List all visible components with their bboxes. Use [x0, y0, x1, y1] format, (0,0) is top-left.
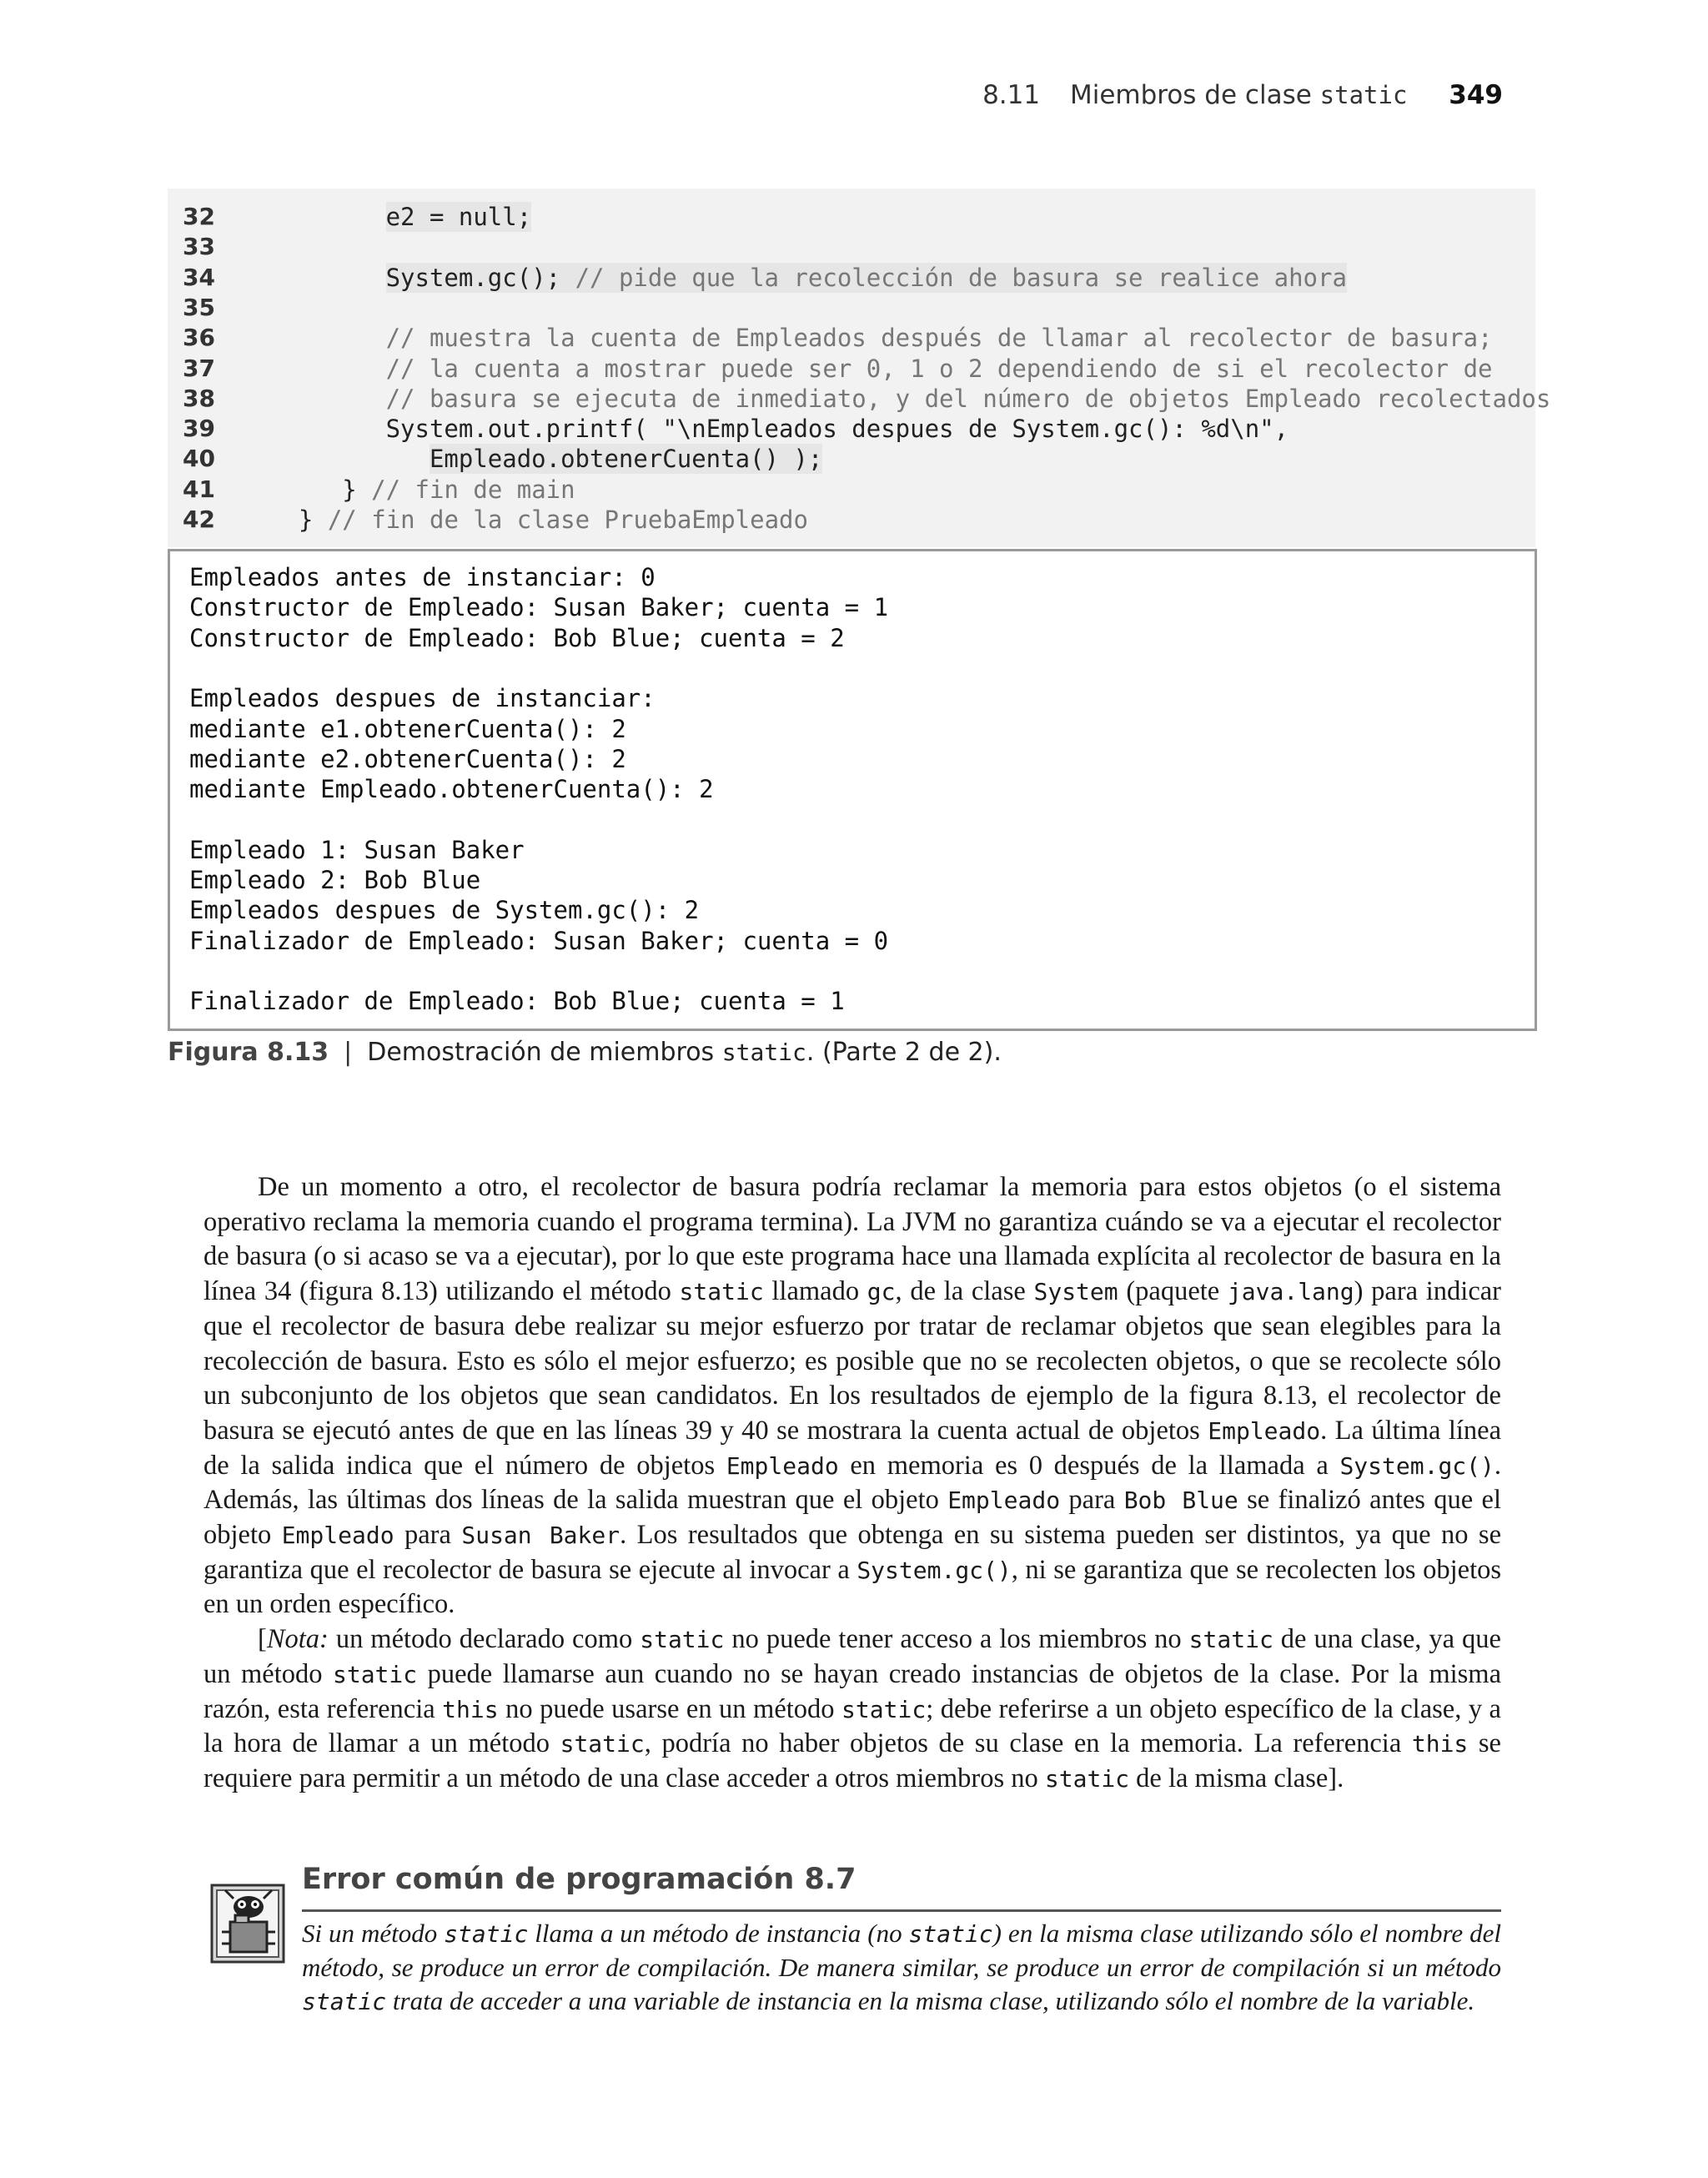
section-number: 8.11 — [982, 80, 1041, 110]
text-run: no puede usarse en un método — [498, 1693, 842, 1724]
inline-code: static — [1044, 1764, 1130, 1793]
tip-rule — [302, 1909, 1501, 1912]
line-number: 36 — [183, 324, 215, 352]
figure-label: Figura 8.13 — [168, 1038, 329, 1067]
inline-code: static — [302, 1988, 387, 2015]
inline-code: static — [841, 1695, 927, 1723]
output-line: Empleado 2: Bob Blue — [189, 866, 481, 894]
code-text — [386, 354, 1493, 384]
text-run: ; debe referirse a un objeto específico de la clase, y a la hora de llamar a un método — [203, 1693, 1501, 1759]
text-run: para — [1060, 1485, 1124, 1516]
line-number: 37 — [183, 354, 215, 382]
text-run: ) en la misma clase utilizando sólo el nombre del método, se produce un error de compilación. De manera similar, se produce un error de compilación si un método — [302, 1919, 1501, 1982]
code-comment: // la cuenta a mostrar puede ser 0, 1 o 2 dependiendo de si el recolector de — [385, 354, 1493, 383]
text-run: [ — [258, 1624, 267, 1655]
text-run: para — [394, 1520, 462, 1551]
paragraph — [203, 1622, 1501, 1797]
inline-code: static — [679, 1278, 764, 1306]
code-listing — [168, 189, 1551, 547]
text-run: , podría no haber objetos de su clase en la memoria. La referencia — [644, 1728, 1412, 1759]
code-text — [386, 384, 1551, 414]
code-text — [386, 202, 532, 232]
text-run: , de la clase — [895, 1276, 1034, 1307]
code-text — [386, 323, 1493, 353]
section-title: Miembros de clase — [1069, 80, 1312, 110]
text-run: Si un método — [302, 1919, 445, 1948]
inline-code: static — [444, 1920, 529, 1948]
code-statement: e2 = null; — [385, 203, 532, 231]
text-run: . La última línea de la salida indica que el número de objetos — [203, 1415, 1501, 1481]
code-line — [168, 444, 1535, 474]
inline-code: System — [1033, 1278, 1118, 1306]
caption-separator: | — [344, 1038, 353, 1067]
line-number: 33 — [183, 233, 215, 261]
code-line — [168, 505, 1535, 535]
output-line: Finalizador de Empleado: Susan Baker; cuenta = 0 — [189, 926, 889, 955]
text-run: de la misma clase]. — [1129, 1763, 1344, 1793]
code-statement: } — [298, 506, 328, 534]
inline-code: static — [332, 1660, 418, 1688]
text-run: un método declarado como — [328, 1624, 640, 1655]
inline-code: gc — [867, 1278, 896, 1306]
inline-code: System.gc() — [1339, 1451, 1494, 1480]
line-number: 40 — [183, 445, 215, 473]
output-line: mediante e1.obtenerCuenta(): 2 — [189, 714, 626, 743]
text-run: . Los resultados que obtenga en su sistema pueden ser distintos, ya que no se garantiza que el recolector de basura se ejecute al invocar a — [203, 1520, 1501, 1585]
text-run: trata de acceder a una variable de instancia en la misma clase, utilizando sólo el nombre de la variable. — [386, 1986, 1475, 2015]
text-run: . Además, las últimas dos líneas de la salida muestran que el objeto — [203, 1450, 1501, 1516]
tip-title: Error común de programación 8.7 — [302, 1863, 857, 1896]
section-title-code: static — [1319, 81, 1408, 109]
line-number: 39 — [183, 415, 215, 443]
italic-text: Nota: — [266, 1624, 329, 1655]
inline-code: static — [640, 1626, 725, 1654]
caption-text-end: . (Parte 2 de 2). — [806, 1038, 1002, 1067]
code-statement: } — [342, 475, 372, 504]
output-line: Empleado 1: Susan Baker — [189, 835, 525, 864]
code-comment: // fin de main — [371, 475, 575, 504]
line-number: 34 — [183, 263, 215, 291]
text-run: se requiere para permitir a un método de una clase acceder a otros miembros no — [203, 1728, 1501, 1793]
code-text — [299, 505, 808, 535]
output-line: Finalizador de Empleado: Bob Blue; cuenta = 1 — [189, 987, 845, 1016]
program-output — [168, 549, 1537, 1031]
text-run: no puede tener acceso a los miembros no — [724, 1624, 1189, 1655]
line-number: 35 — [183, 293, 215, 321]
code-line — [168, 475, 1535, 505]
code-line — [168, 414, 1535, 444]
output-line: mediante e2.obtenerCuenta(): 2 — [189, 744, 626, 773]
output-line: Empleados antes de instanciar: 0 — [189, 563, 656, 591]
inline-code: Empleado — [281, 1522, 394, 1550]
figure-caption — [168, 1038, 1002, 1067]
code-line — [168, 354, 1535, 384]
text-run: llamado — [763, 1276, 867, 1307]
code-statement: System.gc(); — [385, 263, 575, 292]
text-run: puede llamarse aun cuando no se hayan creado instancias de objetos de la clase. Por la misma razón, esta referencia — [203, 1658, 1502, 1724]
inline-code: java.lang — [1227, 1278, 1354, 1306]
text-run: se finalizó antes que el objeto — [203, 1485, 1501, 1551]
inline-code: static — [908, 1920, 993, 1948]
text-run: llama a un método de instancia (no — [528, 1919, 909, 1948]
code-text — [430, 444, 822, 474]
code-statement: System.out.printf( "\nEmpleados despues de System.gc(): %d\n", — [385, 415, 1289, 444]
page-number: 349 — [1449, 80, 1503, 110]
code-comment: // fin de la clase PruebaEmpleado — [327, 506, 808, 534]
paragraph — [203, 1170, 1501, 1622]
text-run: De un momento a otro, el recolector de basura podría reclamar la memoria para estos objetos (o el sistema operativo reclama la memoria cuando el programa termina). La JVM no garantiza cuándo se va a ejecutar el recolector de basura (o si acaso se va a ejecutar), por lo que este programa hace una llamada explícita al recolector de basura en la línea 34 (figura 8.13) utilizando el método — [203, 1172, 1501, 1307]
output-line: Empleados despues de instanciar: — [189, 684, 656, 713]
caption-text: Demostración de miembros — [367, 1038, 715, 1067]
inline-code: static — [560, 1730, 645, 1758]
running-header — [982, 80, 1503, 110]
body-text — [203, 1170, 1501, 1797]
tip-text — [302, 1917, 1501, 2019]
output-line: Empleados despues de System.gc(): 2 — [189, 896, 700, 925]
inline-code: Bob Blue — [1123, 1486, 1238, 1515]
text-run: de una clase, ya que un método — [203, 1624, 1501, 1689]
code-line — [168, 263, 1535, 293]
bug-error-icon — [210, 1882, 287, 1965]
inline-code: Empleado — [947, 1486, 1061, 1515]
code-line — [168, 232, 1535, 262]
text-run: (paquete — [1118, 1276, 1228, 1307]
text-run: , ni se garantiza que se recolecten los objetos en un orden específico. — [203, 1554, 1502, 1620]
output-line: Constructor de Empleado: Susan Baker; cuenta = 1 — [189, 593, 889, 622]
code-text — [386, 263, 1347, 293]
code-statement: Empleado.obtenerCuenta() ); — [429, 445, 823, 474]
code-line — [168, 323, 1535, 353]
caption-code: static — [721, 1039, 806, 1066]
code-text — [386, 414, 1289, 444]
inline-code: System.gc() — [857, 1556, 1012, 1584]
output-line: Constructor de Empleado: Bob Blue; cuenta = 2 — [189, 623, 845, 652]
line-number: 38 — [183, 384, 215, 412]
code-comment: // basura se ejecuta de inmediato, y del número de objetos Empleado recolectados — [385, 384, 1551, 413]
inline-code: Susan Baker — [461, 1522, 620, 1550]
code-comment: // muestra la cuenta de Empleados después de llamar al recolector de basura; — [385, 324, 1493, 353]
line-number: 41 — [183, 475, 215, 503]
output-line: mediante Empleado.obtenerCuenta(): 2 — [189, 775, 714, 804]
line-number: 32 — [183, 203, 215, 230]
inline-code: static — [1188, 1626, 1273, 1654]
code-text — [342, 475, 575, 505]
inline-code: this — [1411, 1730, 1469, 1758]
line-number: 42 — [183, 506, 215, 533]
text-run: ) para indicar que el recolector de basura debe realizar su mejor esfuerzo por tratar de reclamar objetos que sean elegibles para la recolección de basura. Esto es sólo el mejor esfuerzo; es posible que no se recolecten objetos, o que se recolecte sólo un subconjunto de los objetos que sean candidatos. En los resultados de ejemplo de la figura 8.13, el recolector de basura se ejecutó antes de que en las líneas 39 y 40 se mostrara la cuenta actual de objetos — [203, 1276, 1501, 1446]
code-comment: // pide que la recolección de basura se realice ahora — [575, 263, 1347, 292]
inline-code: Empleado — [1208, 1416, 1321, 1445]
code-line — [168, 384, 1551, 414]
text-run: en memoria es 0 después de la llamada a — [838, 1450, 1340, 1481]
inline-code: this — [442, 1695, 499, 1723]
code-line — [168, 202, 1535, 232]
inline-code: Empleado — [726, 1451, 839, 1480]
code-line — [168, 293, 1535, 323]
